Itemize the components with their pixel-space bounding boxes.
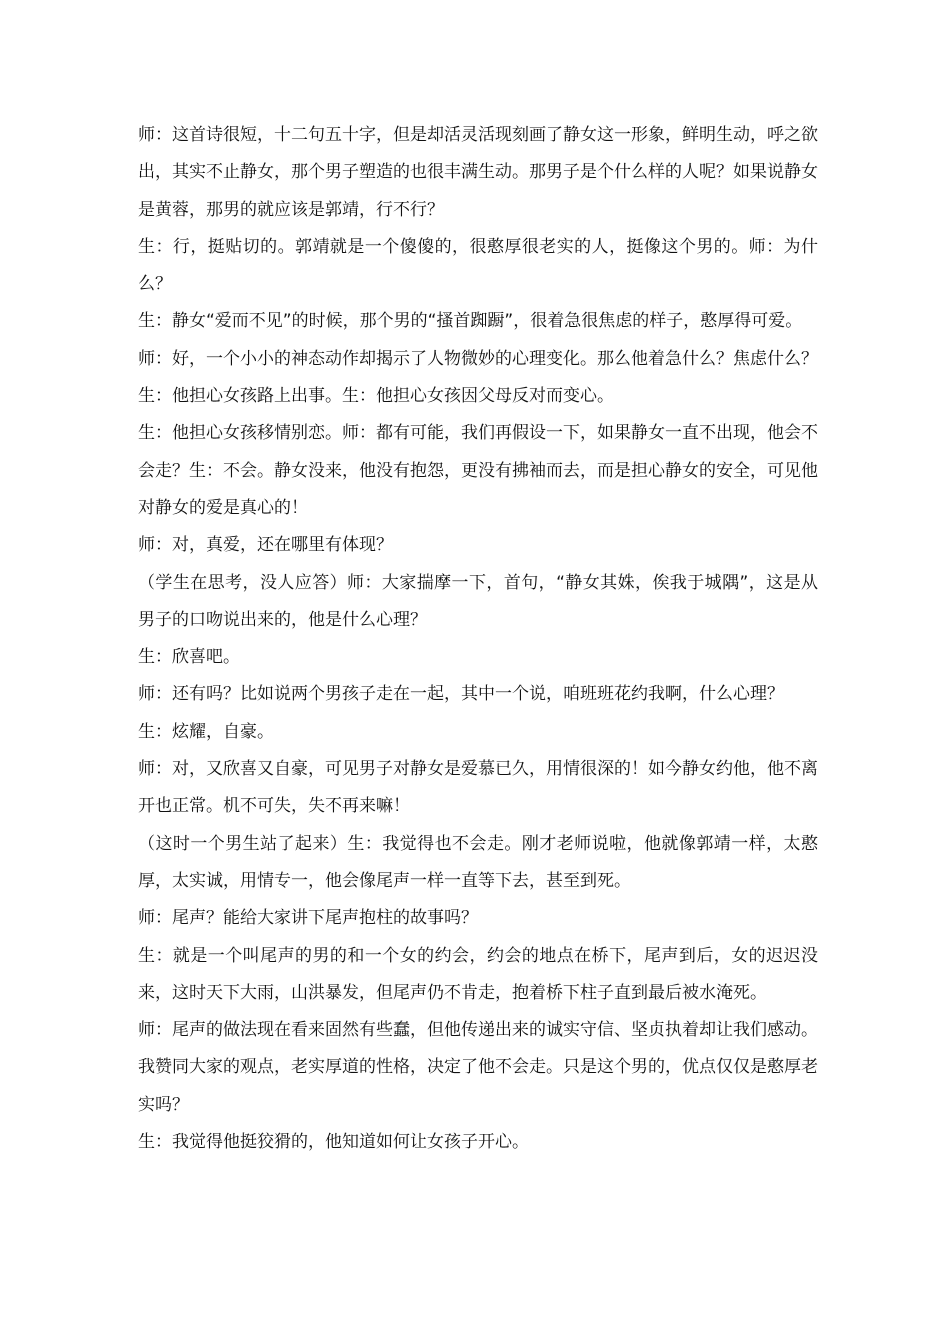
dialogue-paragraph: （这时一个男生站了起来）生：我觉得也不会走。刚才老师说啦，他就像郭靖一样，太憨厚，太实诚，用情专一，他会像尾声一样一直等下去，甚至到死。 — [138, 833, 818, 891]
dialogue-paragraph: 师：对，真爱，还在哪里有体现？ — [138, 535, 393, 556]
dialogue-paragraph: 师：尾声的做法现在看来固然有些蠢，但他传递出来的诚实守信、坚贞执着却让我们感动。我赞同大家的观点，老实厚道的性格，决定了他不会走。只是这个男的，优点仅仅是憨厚老实吗？ — [138, 1020, 818, 1115]
dialogue-paragraph: 生：静女“爱而不见”的时候，那个男的“搔首踟蹰”，很着急很焦虑的样子，憨厚得可爱。 — [138, 311, 803, 332]
dialogue-paragraph: 师：这首诗很短，十二句五十字，但是却活灵活现刻画了静女这一形象，鲜明生动，呼之欲出，其实不止静女，那个男子塑造的也很丰满生动。那男子是个什么样的人呢？如果说静女是黄蓉，那男的就应该是郭靖，行不行？ — [138, 125, 818, 220]
dialogue-paragraph: 师：对，又欣喜又自豪，可见男子对静女是爱慕已久，用情很深的！如今静女约他，他不离开也正常。机不可失，失不再来嘛！ — [138, 759, 818, 817]
dialogue-paragraph: 师：尾声？能给大家讲下尾声抱柱的故事吗？ — [138, 908, 478, 929]
dialogue-paragraph: 生：欣喜吧。 — [138, 647, 240, 668]
dialogue-paragraph: 生：他担心女孩路上出事。生：他担心女孩因父母反对而变心。 — [138, 386, 614, 407]
dialogue-paragraph: 师：好，一个小小的神态动作却揭示了人物微妙的心理变化。那么他着急什么？焦虑什么？ — [138, 348, 818, 369]
dialogue-paragraph: 生：就是一个叫尾声的男的和一个女的约会，约会的地点在桥下，尾声到后，女的迟迟没来，这时天下大雨，山洪暴发，但尾声仍不肯走，抱着桥下柱子直到最后被水淹死。 — [138, 945, 818, 1003]
document-body — [138, 117, 818, 1161]
dialogue-paragraph: 师：还有吗？比如说两个男孩子走在一起，其中一个说，咱班班花约我啊，什么心理？ — [138, 684, 784, 705]
dialogue-paragraph: （学生在思考，没人应答）师：大家揣摩一下，首句，“静女其姝，俟我于城隅”，这是从男子的口吻说出来的，他是什么心理？ — [138, 572, 818, 630]
dialogue-paragraph: 生：炫耀，自豪。 — [138, 721, 274, 742]
dialogue-paragraph: 生：行，挺贴切的。郭靖就是一个傻傻的，很憨厚很老实的人，挺像这个男的。师：为什么？ — [138, 236, 818, 295]
dialogue-paragraph: 生：他担心女孩移情别恋。师：都有可能，我们再假设一下，如果静女一直不出现，他会不会走？生：不会。静女没来，他没有抱怨，更没有拂袖而去，而是担心静女的安全，可见他对静女的爱是真心的！ — [138, 423, 818, 518]
dialogue-paragraph: 生：我觉得他挺狡猾的，他知道如何让女孩子开心。 — [138, 1132, 529, 1153]
